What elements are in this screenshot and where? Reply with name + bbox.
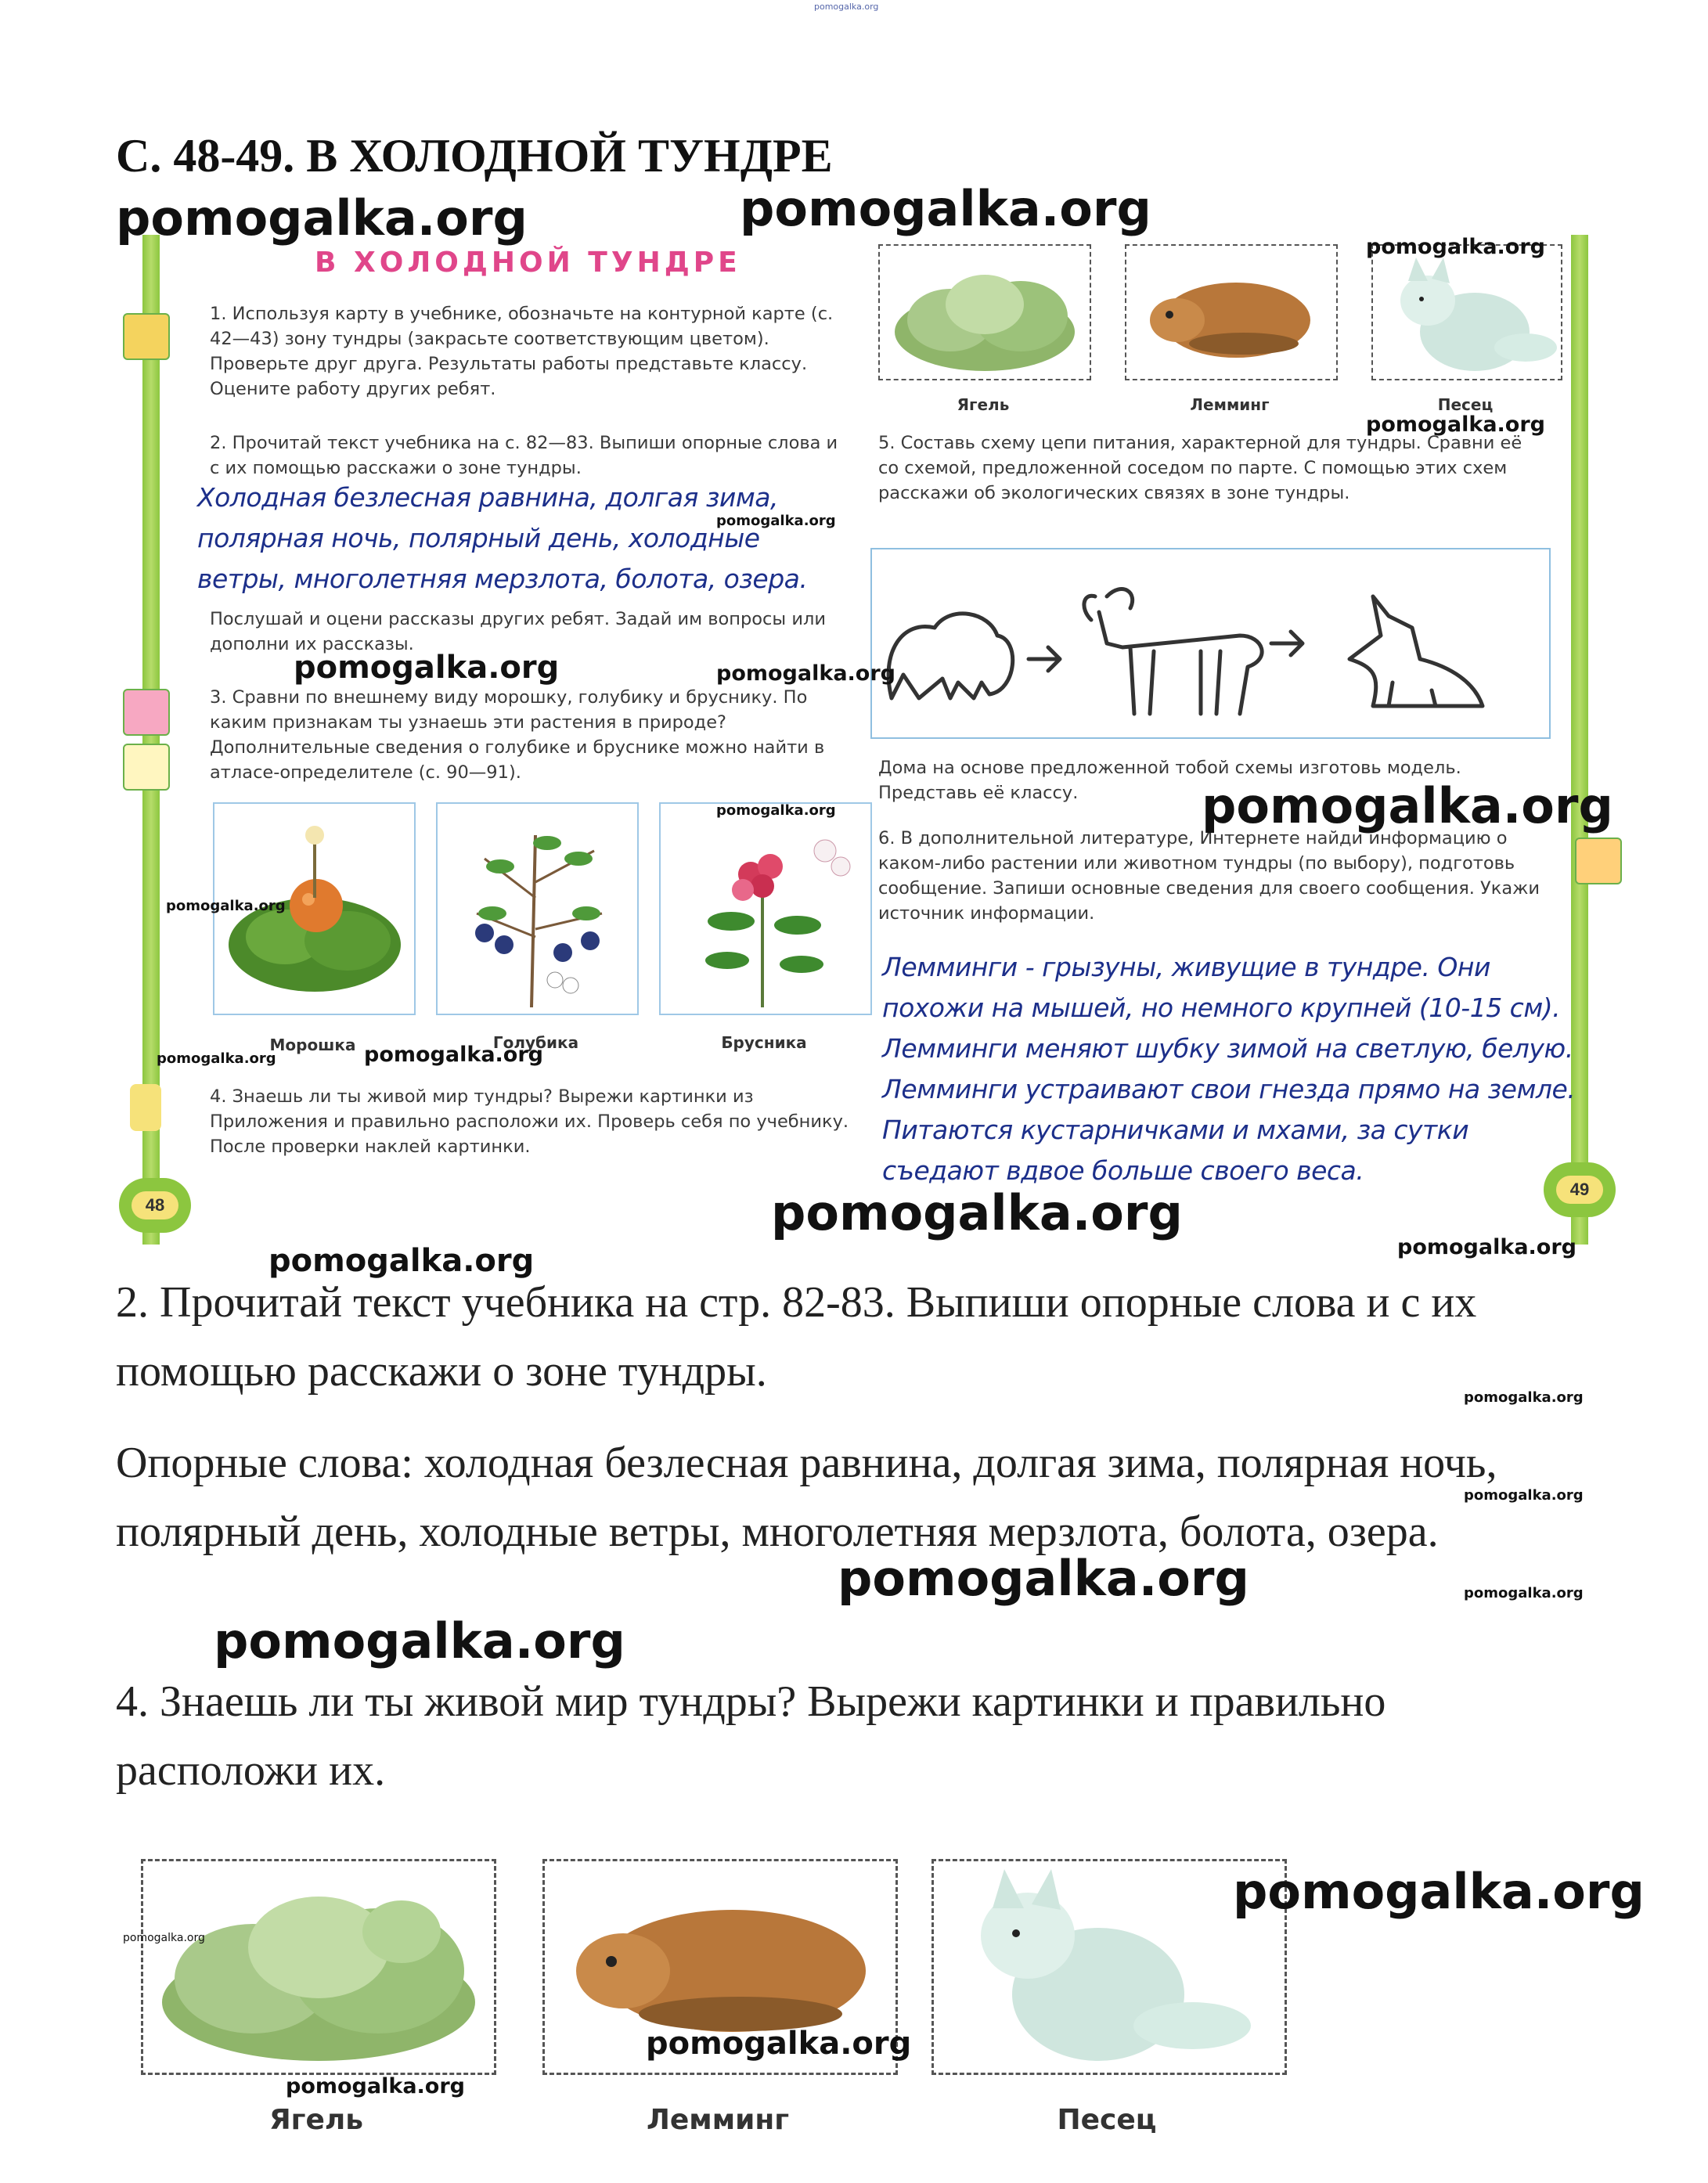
lingonberry-drawing <box>661 804 870 1014</box>
watermark: pomogalka.org <box>1202 777 1613 834</box>
watermark: pomogalka.org <box>123 1932 205 1944</box>
answer-line: Лемминги устраивают свои гнезда прямо на земле. <box>882 1074 1576 1104</box>
watermark: pomogalka.org <box>364 1043 543 1067</box>
card-label-arctic-fox: Песец <box>1057 2104 1157 2136</box>
task-5-after-text: Дома на основе предложенной тобой схемы изготовь модель. Представь её классу. <box>878 758 1461 803</box>
watermark: pomogalka.org <box>716 513 836 529</box>
answer-2-text: Опорные слова: холодная безлесная равнина, долгая зима, полярная ночь, полярный день, холодные ветры, многолетняя мерзлота, болота, озера. <box>116 1439 1497 1556</box>
watermark: pomogalka.org <box>740 180 1151 237</box>
plant-label-lingonberry: Брусника <box>721 1033 807 1052</box>
computer-icon <box>1575 838 1622 884</box>
watermark: pomogalka.org <box>716 661 895 686</box>
answer-line: похожи на мышей, но немного крупней (10-15 см). <box>882 992 1561 1023</box>
scissors-icon <box>130 1084 161 1131</box>
task-2-after-text: Послушай и оцени рассказы других ребят. Задай им вопросы или дополни их рассказы. <box>210 609 826 654</box>
page-number-left-label: 48 <box>132 1191 178 1219</box>
book-icon <box>123 313 170 360</box>
animal-label-arctic-fox: Песец <box>1437 395 1494 414</box>
blueberry-drawing <box>438 804 637 1014</box>
card-label-lichen: Ягель <box>268 2104 364 2136</box>
watermark: pomogalka.org <box>1366 235 1545 259</box>
atlas-icon <box>123 744 170 791</box>
watermark: pomogalka.org <box>1464 1585 1584 1601</box>
watermark: pomogalka.org <box>1464 1389 1584 1406</box>
watermark: pomogalka.org <box>646 2026 912 2062</box>
arctic-fox-picture <box>1371 244 1562 380</box>
watermark: pomogalka.org <box>214 1612 625 1670</box>
watermark: pomogalka.org <box>1366 412 1545 437</box>
task-1-text: 1. Используя карту в учебнике, обозначьте на контурной карте (с. 42—43) зону тундры (закрасьте соответствующим цветом). Проверьте друг друга. Результаты работы представьте классу. Оцените работу других ребят. <box>210 304 834 399</box>
task-2-handwritten-answer: Холодная безлесная равнина, долгая зима, полярная ночь, полярный день, холодные ветры, многолетняя мерзлота, болота, озера. <box>197 482 808 594</box>
arctic-fox-card-drawing <box>934 1861 1285 2073</box>
plant-label-blueberry: Голубика <box>492 1033 579 1052</box>
watermark: pomogalka.org <box>1397 1235 1576 1259</box>
task-4-text: 4. Знаешь ли ты живой мир тундры? Вырежи картинки из Приложения и правильно расположи их. Проверь себя по учебнику. После проверки наклей картинки. <box>210 1086 849 1157</box>
lichen-picture <box>878 244 1091 380</box>
page-number-right-label: 49 <box>1556 1176 1603 1204</box>
task-2-text: 2. Прочитай текст учебника на с. 82—83. Выпиши опорные слова и с их помощью расскажи о зоне тундры. <box>210 433 838 478</box>
task-3-text: 3. Сравни по внешнему виду морошку, голубику и бруснику. По каким признакам ты узнаешь эти растения в природе? Дополнительные сведения о голубике и бруснике можно найти в атласе-определителе (с. 90—91). <box>210 687 825 783</box>
children-icon <box>123 689 170 736</box>
watermark: pomogalka.org <box>771 1184 1183 1241</box>
lingonberry-picture <box>659 802 872 1015</box>
watermark: pomogalka.org <box>838 1550 1249 1607</box>
plant-label-cloudberry: Морошка <box>269 1036 356 1054</box>
top-watermark: pomogalka.org <box>814 2 879 12</box>
animal-label-lemming: Лемминг <box>1190 395 1270 414</box>
answer-line: Питаются кустарничками и мхами, за сутки <box>882 1115 1469 1145</box>
task-6-handwritten-answer <box>882 947 1587 1191</box>
watermark: pomogalka.org <box>286 2074 465 2098</box>
arctic-fox-drawing <box>1373 246 1561 379</box>
answer-line: Лемминги меняют шубку зимой на светлую, белую. <box>882 1033 1573 1064</box>
food-chain-drawing <box>872 549 1549 737</box>
textbook-scan <box>119 235 1610 1245</box>
watermark: pomogalka.org <box>157 1050 276 1067</box>
watermark: pomogalka.org <box>1464 1487 1584 1504</box>
page-number-left <box>119 1178 191 1233</box>
task-6-text: 6. В дополнительной литературе, Интернете найди информацию о каком-либо растении или животном тундры (по выбору), подготовь сообщение. Запиши основные сведения для своего сообщения. Укажи источник информации. <box>878 828 1540 924</box>
animal-label-lichen: Ягель <box>957 395 1010 414</box>
answer-4-question: 4. Знаешь ли ты живой мир тундры? Вырежи картинки и правильно расположи их. <box>116 1677 1386 1795</box>
food-chain-box <box>870 548 1551 739</box>
watermark: pomogalka.org <box>268 1243 535 1279</box>
task-5-text: 5. Составь схему цепи питания, характерной для тундры. Сравни её со схемой, предложенной соседом по парте. С помощью этих схем расскажи об экологических связях в зоне тундры. <box>878 433 1522 503</box>
watermark: pomogalka.org <box>716 802 836 819</box>
blueberry-picture <box>436 802 639 1015</box>
book-title: В ХОЛОДНОЙ ТУНДРЕ <box>315 247 741 279</box>
watermark: pomogalka.org <box>116 189 528 247</box>
watermark: pomogalka.org <box>1233 1863 1645 1920</box>
lichen-card <box>141 1859 496 2075</box>
lichen-drawing <box>880 246 1090 379</box>
page-title: С. 48-49. В ХОЛОДНОЙ ТУНДРЕ <box>116 130 833 182</box>
answer-line: Лемминги - грызуны, живущие в тундре. Они <box>882 952 1490 982</box>
answer-line: съедают вдвое больше своего веса. <box>882 1155 1364 1186</box>
answer-2-question: 2. Прочитай текст учебника на стр. 82-83. Выпиши опорные слова и с их помощью расскажи о зоне тундры. <box>116 1278 1477 1396</box>
lemming-drawing <box>1126 246 1336 379</box>
watermark: pomogalka.org <box>294 650 560 686</box>
watermark: pomogalka.org <box>166 898 286 914</box>
lemming-picture <box>1125 244 1338 380</box>
card-label-lemming: Лемминг <box>646 2104 790 2136</box>
lichen-card-drawing <box>143 1861 494 2073</box>
